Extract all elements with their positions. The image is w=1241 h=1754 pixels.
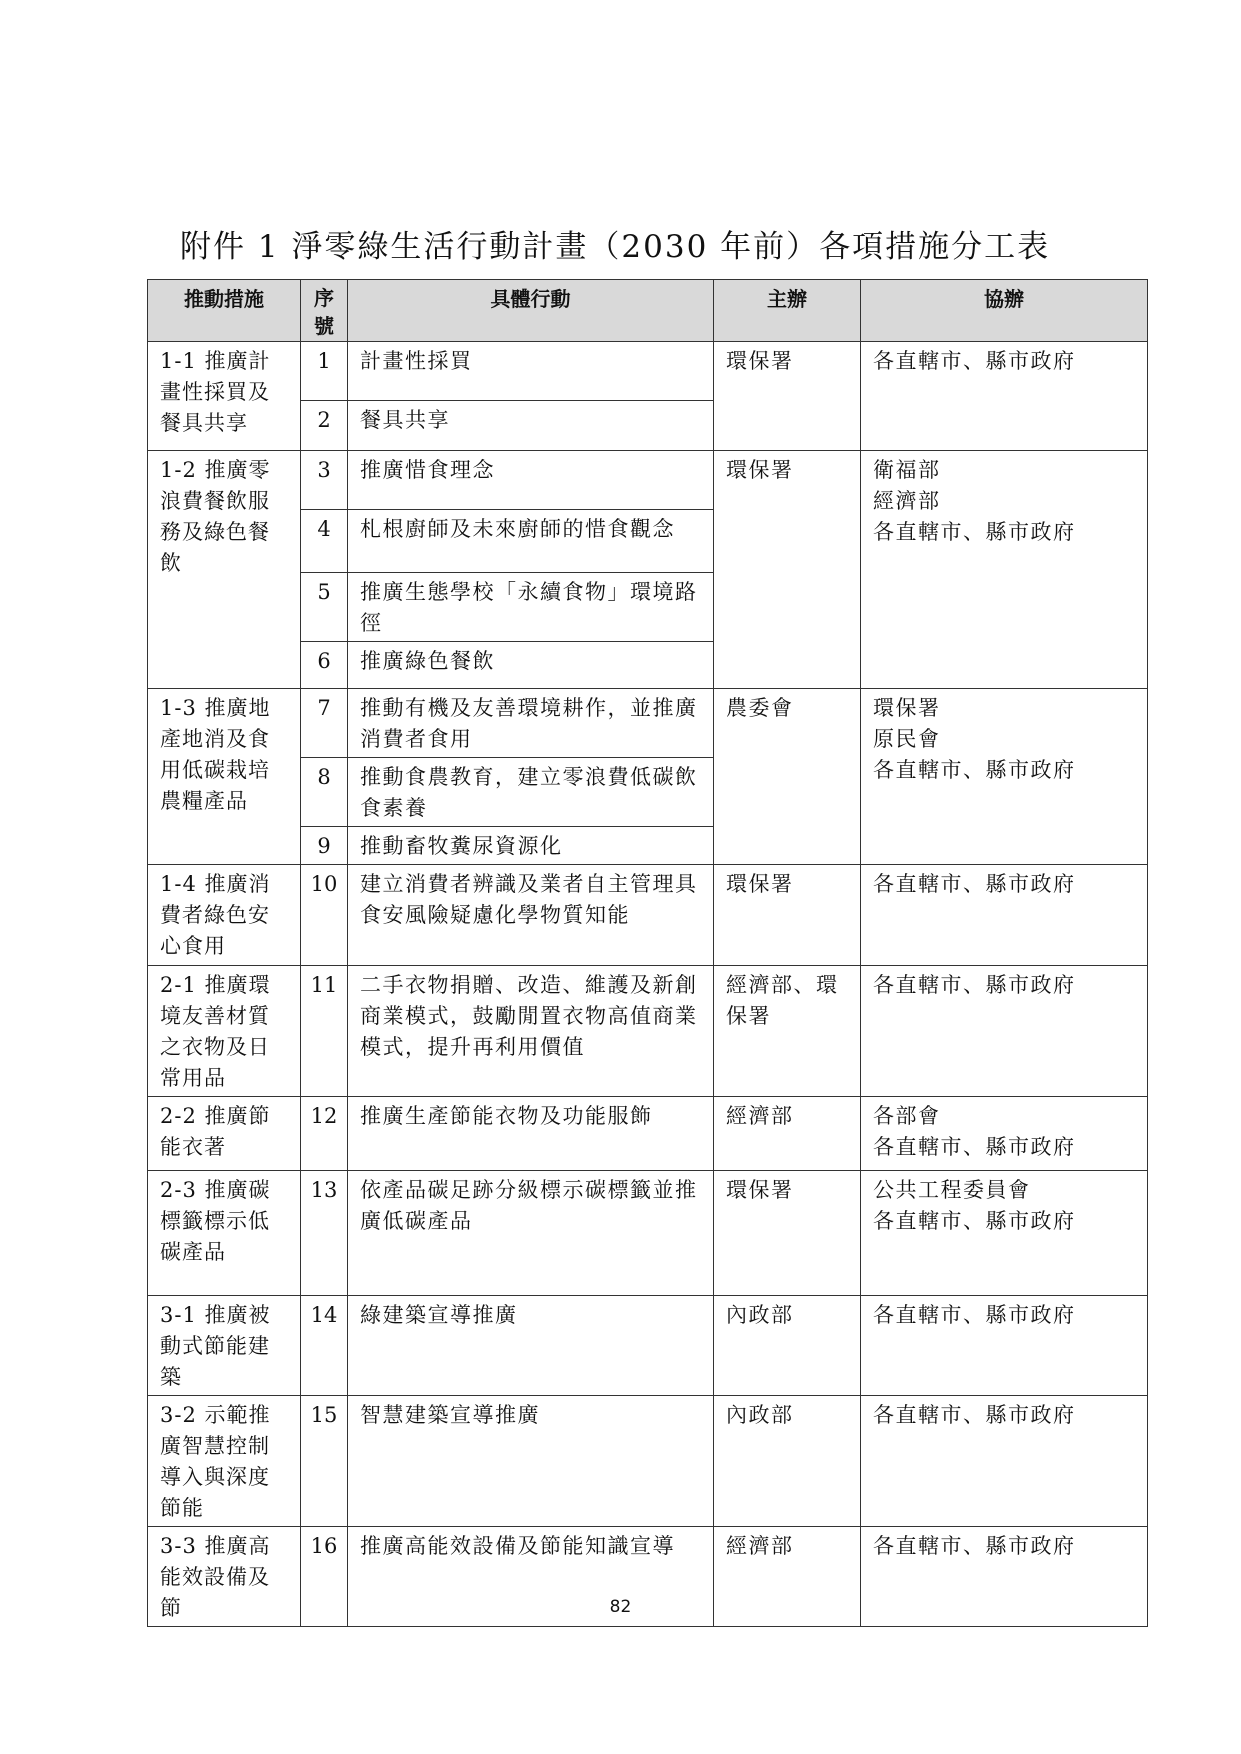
cosponsor-agency: 各直轄市、縣市政府 <box>873 349 1076 373</box>
measure-cell: 2-3 推廣碳標籤標示低碳產品 <box>148 1171 301 1296</box>
lead-agency-cell: 環保署 <box>714 342 861 451</box>
lead-agency-cell: 農委會 <box>714 689 861 865</box>
cosponsor-cell <box>861 1097 1148 1171</box>
seq-cell: 16 <box>301 1527 348 1627</box>
action-cell: 推廣生產節能衣物及功能服飾 <box>348 1097 714 1171</box>
measure-cell: 1-4 推廣消費者綠色安心食用 <box>148 865 301 966</box>
measure-cell: 3-2 示範推廣智慧控制導入與深度節能 <box>148 1396 301 1527</box>
cosponsor-agency: 各直轄市、縣市政府 <box>873 973 1076 997</box>
action-cell: 依產品碳足跡分級標示碳標籤並推廣低碳產品 <box>348 1171 714 1296</box>
action-cell: 智慧建築宣導推廣 <box>348 1396 714 1527</box>
cosponsor-agency: 環保署 <box>873 696 941 720</box>
cosponsor-agency: 衛福部 <box>873 458 941 482</box>
action-cell: 二手衣物捐贈、改造、維護及新創商業模式，鼓勵閒置衣物高值商業模式，提升再利用價值 <box>348 966 714 1097</box>
action-cell: 推廣高能效設備及節能知識宣導 <box>348 1527 714 1627</box>
lead-agency-cell: 內政部 <box>714 1396 861 1527</box>
header-action: 具體行動 <box>348 280 714 342</box>
table-row <box>148 342 1148 401</box>
cosponsor-cell <box>861 451 1148 689</box>
cosponsor-cell <box>861 1396 1148 1527</box>
seq-cell: 5 <box>301 573 348 642</box>
seq-cell: 3 <box>301 451 348 510</box>
cosponsor-agency: 各直轄市、縣市政府 <box>873 758 1076 782</box>
measure-cell: 1-1 推廣計畫性採買及餐具共享 <box>148 342 301 451</box>
measure-cell: 3-3 推廣高能效設備及節 <box>148 1527 301 1627</box>
seq-cell: 6 <box>301 642 348 689</box>
seq-cell: 15 <box>301 1396 348 1527</box>
table-body <box>148 342 1148 1627</box>
lead-agency-cell: 環保署 <box>714 865 861 966</box>
lead-agency-cell: 經濟部 <box>714 1097 861 1171</box>
seq-cell: 7 <box>301 689 348 758</box>
cosponsor-cell <box>861 1296 1148 1396</box>
action-cell: 計畫性採買 <box>348 342 714 401</box>
lead-agency-cell: 環保署 <box>714 451 861 689</box>
cosponsor-agency: 各直轄市、縣市政府 <box>873 1135 1076 1159</box>
action-cell: 餐具共享 <box>348 401 714 451</box>
action-cell: 綠建築宣導推廣 <box>348 1296 714 1396</box>
cosponsor-agency: 經濟部 <box>873 489 941 513</box>
cosponsor-agency: 各直轄市、縣市政府 <box>873 1534 1076 1558</box>
measure-cell: 2-2 推廣節能衣著 <box>148 1097 301 1171</box>
header-seq: 序號 <box>301 280 348 342</box>
action-cell: 推廣生態學校「永續食物」環境路徑 <box>348 573 714 642</box>
action-cell: 推動食農教育，建立零浪費低碳飲食素養 <box>348 758 714 827</box>
action-cell: 札根廚師及未來廚師的惜食觀念 <box>348 510 714 573</box>
cosponsor-cell <box>861 966 1148 1097</box>
lead-agency-cell: 環保署 <box>714 1171 861 1296</box>
cosponsor-cell <box>861 342 1148 451</box>
table-row <box>148 1171 1148 1296</box>
measure-cell: 1-3 推廣地產地消及食用低碳栽培農糧產品 <box>148 689 301 865</box>
lead-agency-cell: 經濟部 <box>714 1527 861 1627</box>
table-row <box>148 1396 1148 1527</box>
cosponsor-cell <box>861 865 1148 966</box>
action-cell: 推廣綠色餐飲 <box>348 642 714 689</box>
cosponsor-agency: 各直轄市、縣市政府 <box>873 520 1076 544</box>
measure-cell: 3-1 推廣被動式節能建築 <box>148 1296 301 1396</box>
seq-cell: 2 <box>301 401 348 451</box>
cosponsor-agency: 各直轄市、縣市政府 <box>873 1303 1076 1327</box>
lead-agency-cell: 經濟部、環保署 <box>714 966 861 1097</box>
header-lead: 主辦 <box>714 280 861 342</box>
seq-cell: 8 <box>301 758 348 827</box>
table-row <box>148 689 1148 758</box>
seq-cell: 10 <box>301 865 348 966</box>
cosponsor-agency: 原民會 <box>873 727 941 751</box>
action-cell: 建立消費者辨識及業者自主管理具食安風險疑慮化學物質知能 <box>348 865 714 966</box>
table-row <box>148 1097 1148 1171</box>
header-cosponsor: 協辦 <box>861 280 1148 342</box>
seq-cell: 11 <box>301 966 348 1097</box>
document-title: 附件 1 淨零綠生活行動計畫（2030 年前）各項措施分工表 <box>180 229 1051 265</box>
cosponsor-agency: 公共工程委員會 <box>873 1178 1031 1202</box>
cosponsor-agency: 各直轄市、縣市政府 <box>873 1209 1076 1233</box>
seq-cell: 4 <box>301 510 348 573</box>
header-measure: 推動措施 <box>148 280 301 342</box>
cosponsor-agency: 各直轄市、縣市政府 <box>873 1403 1076 1427</box>
seq-cell: 14 <box>301 1296 348 1396</box>
division-of-work-table <box>147 279 1148 1627</box>
measure-cell: 2-1 推廣環境友善材質之衣物及日常用品 <box>148 966 301 1097</box>
table-row <box>148 966 1148 1097</box>
seq-cell: 1 <box>301 342 348 401</box>
seq-cell: 9 <box>301 827 348 865</box>
seq-cell: 13 <box>301 1171 348 1296</box>
table-row <box>148 1296 1148 1396</box>
measure-cell: 1-2 推廣零浪費餐飲服務及綠色餐飲 <box>148 451 301 689</box>
action-cell: 推廣惜食理念 <box>348 451 714 510</box>
cosponsor-cell <box>861 689 1148 865</box>
cosponsor-agency: 各直轄市、縣市政府 <box>873 872 1076 896</box>
cosponsor-agency: 各部會 <box>873 1104 941 1128</box>
page-number: 82 <box>609 1597 632 1617</box>
table-row <box>148 865 1148 966</box>
action-cell: 推動畜牧糞尿資源化 <box>348 827 714 865</box>
seq-cell: 12 <box>301 1097 348 1171</box>
cosponsor-cell <box>861 1171 1148 1296</box>
table-header-row <box>148 280 1148 342</box>
lead-agency-cell: 內政部 <box>714 1296 861 1396</box>
table-row <box>148 451 1148 510</box>
action-cell: 推動有機及友善環境耕作，並推廣消費者食用 <box>348 689 714 758</box>
